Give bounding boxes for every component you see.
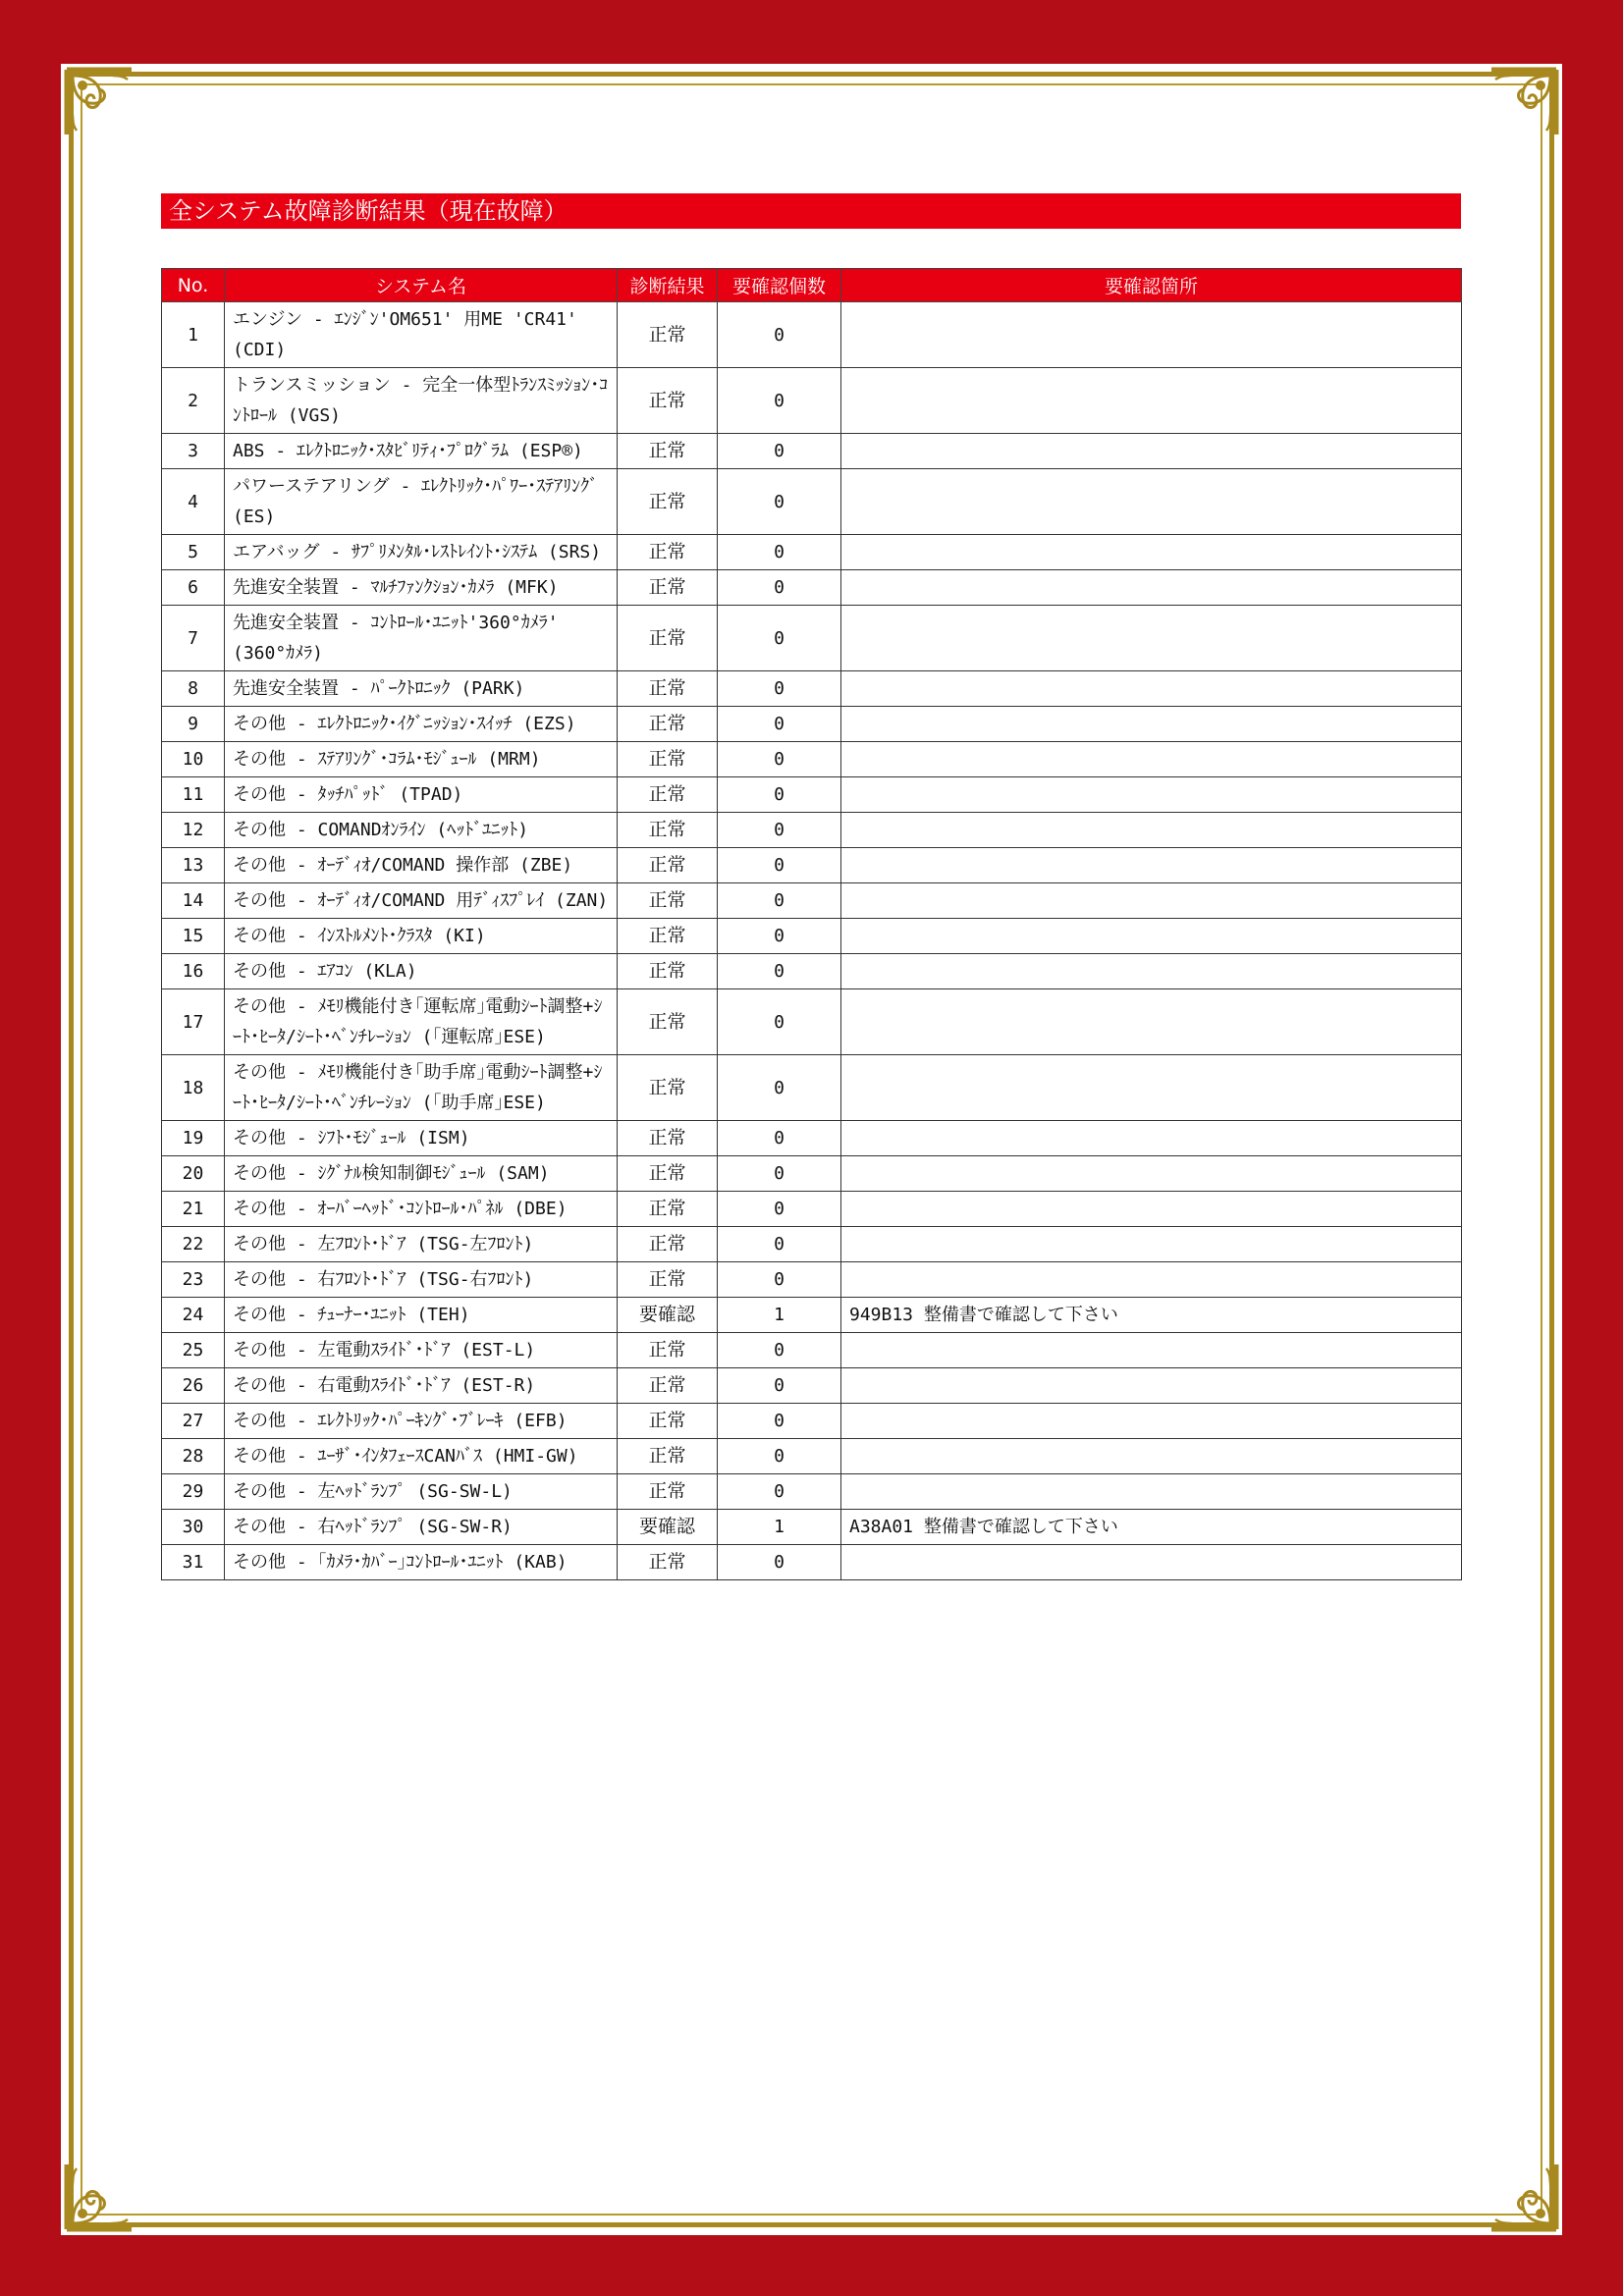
check-count: 0 bbox=[718, 469, 841, 535]
check-location bbox=[841, 742, 1462, 777]
row-number: 29 bbox=[162, 1474, 225, 1510]
row-number: 14 bbox=[162, 883, 225, 919]
check-location bbox=[841, 1156, 1462, 1192]
check-location bbox=[841, 368, 1462, 434]
check-count: 0 bbox=[718, 302, 841, 368]
check-count: 0 bbox=[718, 742, 841, 777]
row-number: 5 bbox=[162, 535, 225, 570]
table-row bbox=[162, 570, 1462, 606]
corner-ornament-icon bbox=[1474, 2147, 1560, 2233]
table-row bbox=[162, 1368, 1462, 1404]
row-number: 20 bbox=[162, 1156, 225, 1192]
system-name: その他 - ﾒﾓﾘ機能付き｢助手席｣電動ｼｰﾄ調整+ｼｰﾄ･ﾋｰﾀ/ｼｰﾄ･ﾍﾞﾝﾁﾚｰｼｮﾝ (｢助手席｣ESE) bbox=[225, 1055, 618, 1121]
check-location bbox=[841, 535, 1462, 570]
check-count: 0 bbox=[718, 707, 841, 742]
diagnosis-table bbox=[161, 268, 1462, 1580]
diagnosis-result: 正常 bbox=[618, 1262, 718, 1298]
system-name: その他 - ｽﾃｱﾘﾝｸﾞ･ｺﾗﾑ･ﾓｼﾞｭｰﾙ (MRM) bbox=[225, 742, 618, 777]
row-number: 27 bbox=[162, 1404, 225, 1439]
system-name: その他 - 左ﾍｯﾄﾞﾗﾝﾌﾟ (SG-SW-L) bbox=[225, 1474, 618, 1510]
header-check-location: 要確認箇所 bbox=[841, 269, 1462, 302]
diagnosis-result: 正常 bbox=[618, 919, 718, 954]
diagnosis-result: 正常 bbox=[618, 1545, 718, 1580]
diagnosis-result: 正常 bbox=[618, 1121, 718, 1156]
check-location bbox=[841, 570, 1462, 606]
report-title: 全システム故障診断結果（現在故障） bbox=[161, 193, 1461, 229]
system-name: その他 - 右ﾍｯﾄﾞﾗﾝﾌﾟ (SG-SW-R) bbox=[225, 1510, 618, 1545]
check-count: 0 bbox=[718, 1055, 841, 1121]
row-number: 7 bbox=[162, 606, 225, 671]
check-count: 0 bbox=[718, 535, 841, 570]
row-number: 10 bbox=[162, 742, 225, 777]
table-row bbox=[162, 777, 1462, 813]
row-number: 15 bbox=[162, 919, 225, 954]
diagnosis-result: 正常 bbox=[618, 1156, 718, 1192]
diagnosis-result: 正常 bbox=[618, 1474, 718, 1510]
row-number: 24 bbox=[162, 1298, 225, 1333]
system-name: パワーステアリング - ｴﾚｸﾄﾘｯｸ･ﾊﾟﾜｰ･ｽﾃｱﾘﾝｸﾞ (ES) bbox=[225, 469, 618, 535]
system-name: その他 - ﾒﾓﾘ機能付き｢運転席｣電動ｼｰﾄ調整+ｼｰﾄ･ﾋｰﾀ/ｼｰﾄ･ﾍﾞﾝﾁﾚｰｼｮﾝ (｢運転席｣ESE) bbox=[225, 989, 618, 1055]
check-count: 0 bbox=[718, 919, 841, 954]
system-name: その他 - ｵｰﾊﾞｰﾍｯﾄﾞ･ｺﾝﾄﾛｰﾙ･ﾊﾟﾈﾙ (DBE) bbox=[225, 1192, 618, 1227]
system-name: その他 - ｴｱｺﾝ (KLA) bbox=[225, 954, 618, 989]
check-count: 0 bbox=[718, 1262, 841, 1298]
diagnosis-result: 正常 bbox=[618, 434, 718, 469]
table-row bbox=[162, 1121, 1462, 1156]
system-name: その他 - ﾁｭｰﾅｰ･ﾕﾆｯﾄ (TEH) bbox=[225, 1298, 618, 1333]
row-number: 22 bbox=[162, 1227, 225, 1262]
row-number: 16 bbox=[162, 954, 225, 989]
diagnosis-result: 正常 bbox=[618, 469, 718, 535]
diagnosis-result: 正常 bbox=[618, 368, 718, 434]
system-name: その他 - COMANDｵﾝﾗｲﾝ (ﾍｯﾄﾞﾕﾆｯﾄ) bbox=[225, 813, 618, 848]
table-row bbox=[162, 469, 1462, 535]
system-name: その他 - 左電動ｽﾗｲﾄﾞ･ﾄﾞｱ (EST-L) bbox=[225, 1333, 618, 1368]
check-count: 0 bbox=[718, 848, 841, 883]
table-row bbox=[162, 434, 1462, 469]
table-row bbox=[162, 368, 1462, 434]
row-number: 11 bbox=[162, 777, 225, 813]
diagnosis-result: 正常 bbox=[618, 954, 718, 989]
diagnosis-result: 正常 bbox=[618, 848, 718, 883]
check-count: 0 bbox=[718, 883, 841, 919]
system-name: その他 - ｵｰﾃﾞｨｵ/COMAND 操作部 (ZBE) bbox=[225, 848, 618, 883]
check-location bbox=[841, 1055, 1462, 1121]
system-name: その他 - ﾀｯﾁﾊﾟｯﾄﾞ (TPAD) bbox=[225, 777, 618, 813]
check-location bbox=[841, 1474, 1462, 1510]
header-no: No. bbox=[162, 269, 225, 302]
system-name: 先進安全装置 - ﾊﾟｰｸﾄﾛﾆｯｸ (PARK) bbox=[225, 671, 618, 707]
table-row bbox=[162, 1404, 1462, 1439]
system-name: その他 - 右ﾌﾛﾝﾄ･ﾄﾞｱ (TSG-右ﾌﾛﾝﾄ) bbox=[225, 1262, 618, 1298]
table-row bbox=[162, 1333, 1462, 1368]
check-count: 0 bbox=[718, 1333, 841, 1368]
row-number: 26 bbox=[162, 1368, 225, 1404]
check-count: 0 bbox=[718, 671, 841, 707]
table-row bbox=[162, 1262, 1462, 1298]
diagnosis-result: 正常 bbox=[618, 1333, 718, 1368]
check-location bbox=[841, 302, 1462, 368]
check-count: 0 bbox=[718, 1439, 841, 1474]
table-row bbox=[162, 954, 1462, 989]
header-check-count: 要確認個数 bbox=[718, 269, 841, 302]
check-location bbox=[841, 434, 1462, 469]
diagnosis-result: 正常 bbox=[618, 777, 718, 813]
check-location bbox=[841, 1227, 1462, 1262]
check-location bbox=[841, 606, 1462, 671]
row-number: 8 bbox=[162, 671, 225, 707]
check-count: 0 bbox=[718, 606, 841, 671]
diagnosis-result: 正常 bbox=[618, 535, 718, 570]
row-number: 9 bbox=[162, 707, 225, 742]
row-number: 25 bbox=[162, 1333, 225, 1368]
table-row bbox=[162, 989, 1462, 1055]
system-name: その他 - ｵｰﾃﾞｨｵ/COMAND 用ﾃﾞｨｽﾌﾟﾚｲ (ZAN) bbox=[225, 883, 618, 919]
diagnosis-result: 正常 bbox=[618, 570, 718, 606]
row-number: 1 bbox=[162, 302, 225, 368]
check-count: 0 bbox=[718, 1121, 841, 1156]
system-name: その他 - ｴﾚｸﾄﾛﾆｯｸ･ｲｸﾞﾆｯｼｮﾝ･ｽｲｯﾁ (EZS) bbox=[225, 707, 618, 742]
diagnosis-result: 正常 bbox=[618, 302, 718, 368]
check-count: 1 bbox=[718, 1298, 841, 1333]
row-number: 18 bbox=[162, 1055, 225, 1121]
check-location bbox=[841, 813, 1462, 848]
check-count: 0 bbox=[718, 954, 841, 989]
diagnosis-result: 正常 bbox=[618, 1192, 718, 1227]
check-count: 0 bbox=[718, 1404, 841, 1439]
diagnosis-result: 正常 bbox=[618, 707, 718, 742]
system-name: その他 - ｼｸﾞﾅﾙ検知制御ﾓｼﾞｭｰﾙ (SAM) bbox=[225, 1156, 618, 1192]
row-number: 31 bbox=[162, 1545, 225, 1580]
table-row bbox=[162, 1545, 1462, 1580]
row-number: 2 bbox=[162, 368, 225, 434]
row-number: 17 bbox=[162, 989, 225, 1055]
system-name: ABS - ｴﾚｸﾄﾛﾆｯｸ･ｽﾀﾋﾞﾘﾃｨ･ﾌﾟﾛｸﾞﾗﾑ (ESP®) bbox=[225, 434, 618, 469]
table-row bbox=[162, 1156, 1462, 1192]
row-number: 19 bbox=[162, 1121, 225, 1156]
diagnosis-result: 正常 bbox=[618, 813, 718, 848]
check-count: 0 bbox=[718, 989, 841, 1055]
diagnosis-result: 正常 bbox=[618, 1227, 718, 1262]
row-number: 23 bbox=[162, 1262, 225, 1298]
table-row bbox=[162, 848, 1462, 883]
check-count: 0 bbox=[718, 368, 841, 434]
check-location bbox=[841, 883, 1462, 919]
check-location bbox=[841, 1439, 1462, 1474]
table-row bbox=[162, 1474, 1462, 1510]
diagnosis-result: 正常 bbox=[618, 989, 718, 1055]
check-count: 0 bbox=[718, 1368, 841, 1404]
row-number: 6 bbox=[162, 570, 225, 606]
table-row bbox=[162, 1510, 1462, 1545]
check-count: 0 bbox=[718, 1227, 841, 1262]
table-row bbox=[162, 742, 1462, 777]
check-count: 0 bbox=[718, 1545, 841, 1580]
row-number: 28 bbox=[162, 1439, 225, 1474]
check-count: 0 bbox=[718, 1192, 841, 1227]
row-number: 13 bbox=[162, 848, 225, 883]
row-number: 21 bbox=[162, 1192, 225, 1227]
system-name: その他 - ﾕｰｻﾞ･ｲﾝﾀﾌｪｰｽCANﾊﾞｽ (HMI-GW) bbox=[225, 1439, 618, 1474]
table-row bbox=[162, 919, 1462, 954]
diagnosis-result: 正常 bbox=[618, 883, 718, 919]
table-row bbox=[162, 606, 1462, 671]
table-row bbox=[162, 671, 1462, 707]
diagnosis-result: 正常 bbox=[618, 1368, 718, 1404]
diagnosis-result: 要確認 bbox=[618, 1510, 718, 1545]
table-row bbox=[162, 535, 1462, 570]
check-location bbox=[841, 707, 1462, 742]
table-row bbox=[162, 1192, 1462, 1227]
table-row bbox=[162, 1055, 1462, 1121]
table-row bbox=[162, 1439, 1462, 1474]
check-location bbox=[841, 919, 1462, 954]
check-location bbox=[841, 989, 1462, 1055]
table-body bbox=[162, 302, 1462, 1580]
row-number: 30 bbox=[162, 1510, 225, 1545]
check-location bbox=[841, 1192, 1462, 1227]
system-name: エンジン - ｴﾝｼﾞﾝ'OM651' 用ME 'CR41' (CDI) bbox=[225, 302, 618, 368]
check-count: 0 bbox=[718, 1156, 841, 1192]
check-location bbox=[841, 1545, 1462, 1580]
corner-ornament-icon bbox=[1474, 66, 1560, 152]
system-name: その他 - 左ﾌﾛﾝﾄ･ﾄﾞｱ (TSG-左ﾌﾛﾝﾄ) bbox=[225, 1227, 618, 1262]
system-name: エアバッグ - ｻﾌﾟﾘﾒﾝﾀﾙ･ﾚｽﾄﾚｲﾝﾄ･ｼｽﾃﾑ (SRS) bbox=[225, 535, 618, 570]
table-row bbox=[162, 302, 1462, 368]
system-name: その他 - ｴﾚｸﾄﾘｯｸ･ﾊﾟｰｷﾝｸﾞ･ﾌﾞﾚｰｷ (EFB) bbox=[225, 1404, 618, 1439]
system-name: 先進安全装置 - ﾏﾙﾁﾌｧﾝｸｼｮﾝ･ｶﾒﾗ (MFK) bbox=[225, 570, 618, 606]
diagnosis-result: 正常 bbox=[618, 1439, 718, 1474]
check-count: 1 bbox=[718, 1510, 841, 1545]
table-row bbox=[162, 707, 1462, 742]
check-count: 0 bbox=[718, 777, 841, 813]
system-name: その他 - ｢ｶﾒﾗ･ｶﾊﾞｰ｣ｺﾝﾄﾛｰﾙ･ﾕﾆｯﾄ (KAB) bbox=[225, 1545, 618, 1580]
check-count: 0 bbox=[718, 570, 841, 606]
check-location: 949B13 整備書で確認して下さい bbox=[841, 1298, 1462, 1333]
header-system-name: システム名 bbox=[225, 269, 618, 302]
row-number: 3 bbox=[162, 434, 225, 469]
check-location bbox=[841, 1333, 1462, 1368]
check-location: A38A01 整備書で確認して下さい bbox=[841, 1510, 1462, 1545]
system-name: トランスミッション - 完全一体型ﾄﾗﾝｽﾐｯｼｮﾝ･ｺﾝﾄﾛｰﾙ (VGS) bbox=[225, 368, 618, 434]
row-number: 12 bbox=[162, 813, 225, 848]
check-location bbox=[841, 1404, 1462, 1439]
check-location bbox=[841, 848, 1462, 883]
check-location bbox=[841, 469, 1462, 535]
diagnosis-result: 正常 bbox=[618, 671, 718, 707]
check-count: 0 bbox=[718, 813, 841, 848]
diagnosis-result: 正常 bbox=[618, 742, 718, 777]
check-location bbox=[841, 1121, 1462, 1156]
check-location bbox=[841, 777, 1462, 813]
diagnosis-result: 正常 bbox=[618, 606, 718, 671]
check-location bbox=[841, 1368, 1462, 1404]
diagnosis-result: 正常 bbox=[618, 1404, 718, 1439]
table-row bbox=[162, 1298, 1462, 1333]
diagnosis-result: 正常 bbox=[618, 1055, 718, 1121]
system-name: その他 - ｲﾝｽﾄﾙﾒﾝﾄ･ｸﾗｽﾀ (KI) bbox=[225, 919, 618, 954]
check-location bbox=[841, 1262, 1462, 1298]
system-name: その他 - 右電動ｽﾗｲﾄﾞ･ﾄﾞｱ (EST-R) bbox=[225, 1368, 618, 1404]
table-row bbox=[162, 883, 1462, 919]
system-name: その他 - ｼﾌﾄ･ﾓｼﾞｭｰﾙ (ISM) bbox=[225, 1121, 618, 1156]
table-header-row bbox=[162, 269, 1462, 302]
check-count: 0 bbox=[718, 1474, 841, 1510]
corner-ornament-icon bbox=[63, 2147, 149, 2233]
system-name: 先進安全装置 - ｺﾝﾄﾛｰﾙ･ﾕﾆｯﾄ'360°ｶﾒﾗ' (360°ｶﾒﾗ) bbox=[225, 606, 618, 671]
row-number: 4 bbox=[162, 469, 225, 535]
diagnosis-result: 要確認 bbox=[618, 1298, 718, 1333]
table-row bbox=[162, 813, 1462, 848]
corner-ornament-icon bbox=[63, 66, 149, 152]
check-location bbox=[841, 671, 1462, 707]
check-count: 0 bbox=[718, 434, 841, 469]
check-location bbox=[841, 954, 1462, 989]
table-row bbox=[162, 1227, 1462, 1262]
header-result: 診断結果 bbox=[618, 269, 718, 302]
